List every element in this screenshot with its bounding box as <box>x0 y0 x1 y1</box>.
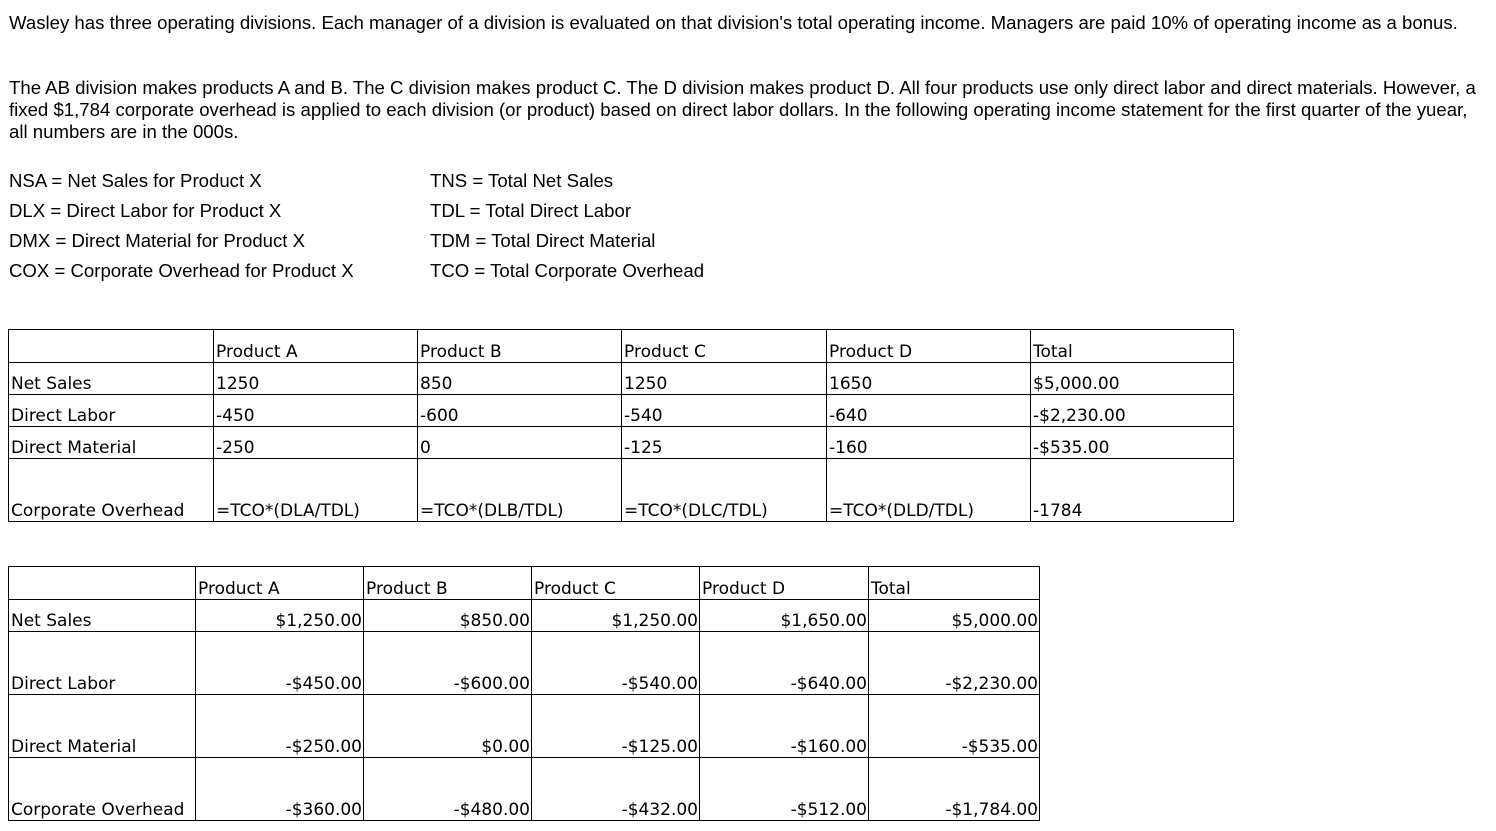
table-cell: -160 <box>827 427 1031 459</box>
table-cell: -640 <box>827 395 1031 427</box>
column-header: Total <box>1031 330 1234 363</box>
definition-left: COX = Corporate Overhead for Product X <box>9 260 354 281</box>
table-cell: -$480.00 <box>364 758 532 821</box>
table-row <box>9 632 1040 695</box>
definition-left: DLX = Direct Labor for Product X <box>9 200 282 221</box>
table-cell: -$2,230.00 <box>1031 395 1234 427</box>
intro-paragraph-2: The AB division makes products A and B. The C division makes product C. The D division makes product D. All four products use only direct labor and direct materials. However, a fixed $1,784 corporate overhead is applied to each division (or product) based on direct labor dollars. In the following operating income statement for the first quarter of the yuear, all numbers are in the 000s. <box>9 77 1476 142</box>
column-header: Product B <box>418 330 622 363</box>
table-cell: $1,250.00 <box>196 600 364 632</box>
table-cell <box>9 330 214 363</box>
table-cell: -$160.00 <box>700 695 869 758</box>
table-header-row <box>9 330 1234 363</box>
computed-table <box>8 566 1040 821</box>
table-cell: -$512.00 <box>700 758 869 821</box>
definition-row <box>9 260 769 290</box>
row-label: Direct Material <box>9 695 196 758</box>
table-row <box>9 459 1234 522</box>
table-cell: -600 <box>418 395 622 427</box>
table-cell <box>9 567 196 600</box>
table-cell: -$432.00 <box>532 758 700 821</box>
table-row <box>9 395 1234 427</box>
table-cell: 850 <box>418 363 622 395</box>
table-cell: -125 <box>622 427 827 459</box>
table-cell: -$1,784.00 <box>869 758 1040 821</box>
table-cell: -$535.00 <box>869 695 1040 758</box>
table-cell: $5,000.00 <box>869 600 1040 632</box>
table-header-row <box>9 567 1040 600</box>
table-cell: =TCO*(DLB/TDL) <box>418 459 622 522</box>
table-cell: $1,650.00 <box>700 600 869 632</box>
intro-paragraph-1: Wasley has three operating divisions. Each manager of a division is evaluated on that division's total operating income. Managers are paid 10% of operating income as a bonus. <box>9 12 1458 33</box>
definition-right: TDL = Total Direct Labor <box>430 200 632 221</box>
definition-right: TNS = Total Net Sales <box>430 170 614 191</box>
table-row <box>9 758 1040 821</box>
table-cell: -$450.00 <box>196 632 364 695</box>
row-label: Direct Material <box>9 427 214 459</box>
table-cell: 1250 <box>214 363 418 395</box>
table-cell: -$535.00 <box>1031 427 1234 459</box>
table-cell: -$600.00 <box>364 632 532 695</box>
column-header: Product A <box>214 330 418 363</box>
row-label: Corporate Overhead <box>9 459 214 522</box>
table-cell: =TCO*(DLA/TDL) <box>214 459 418 522</box>
definition-row <box>9 170 769 200</box>
table-cell: 0 <box>418 427 622 459</box>
table-cell: =TCO*(DLC/TDL) <box>622 459 827 522</box>
table-cell: -540 <box>622 395 827 427</box>
table-cell: -$125.00 <box>532 695 700 758</box>
row-label: Corporate Overhead <box>9 758 196 821</box>
row-label: Net Sales <box>9 600 196 632</box>
table-cell: 1250 <box>622 363 827 395</box>
table-cell: -450 <box>214 395 418 427</box>
column-header: Product A <box>196 567 364 600</box>
table-row <box>9 600 1040 632</box>
row-label: Direct Labor <box>9 632 196 695</box>
table-cell: $0.00 <box>364 695 532 758</box>
column-header: Product D <box>700 567 869 600</box>
definition-row <box>9 230 769 260</box>
row-label: Direct Labor <box>9 395 214 427</box>
table-cell: -$2,230.00 <box>869 632 1040 695</box>
column-header: Product B <box>364 567 532 600</box>
table-cell: $850.00 <box>364 600 532 632</box>
table-cell: $1,250.00 <box>532 600 700 632</box>
definition-left: NSA = Net Sales for Product X <box>9 170 262 191</box>
table-cell: -$640.00 <box>700 632 869 695</box>
definition-left: DMX = Direct Material for Product X <box>9 230 306 251</box>
definition-right: TCO = Total Corporate Overhead <box>430 260 705 281</box>
definitions-list <box>9 170 769 290</box>
table-cell: $5,000.00 <box>1031 363 1234 395</box>
column-header: Total <box>869 567 1040 600</box>
table-cell: 1650 <box>827 363 1031 395</box>
definition-row <box>9 200 769 230</box>
definition-right: TDM = Total Direct Material <box>430 230 656 251</box>
column-header: Product C <box>532 567 700 600</box>
table-cell: -250 <box>214 427 418 459</box>
table-cell: -1784 <box>1031 459 1234 522</box>
table-row <box>9 363 1234 395</box>
column-header: Product D <box>827 330 1031 363</box>
table-cell: -$360.00 <box>196 758 364 821</box>
table-cell: -$250.00 <box>196 695 364 758</box>
table-cell: =TCO*(DLD/TDL) <box>827 459 1031 522</box>
table-row <box>9 427 1234 459</box>
row-label: Net Sales <box>9 363 214 395</box>
formula-table <box>8 329 1234 522</box>
table-cell: -$540.00 <box>532 632 700 695</box>
table-row <box>9 695 1040 758</box>
column-header: Product C <box>622 330 827 363</box>
